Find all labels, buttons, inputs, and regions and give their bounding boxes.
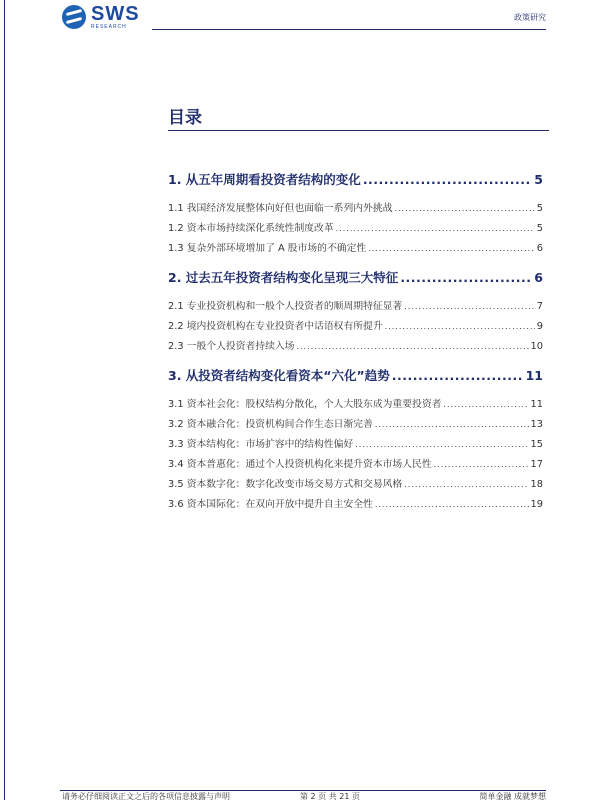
toc-page-number: 11 (530, 399, 543, 410)
leader-dots (363, 172, 532, 187)
leader-dots (392, 368, 524, 383)
toc-item-label: 3.6 资本国际化：在双向开放中提升自主安全性 (168, 499, 373, 510)
leader-dots (355, 439, 528, 450)
toc-item-label: 3.1 资本社会化：股权结构分散化，个人大股东成为重要投资者 (168, 399, 442, 410)
leader-dots (385, 321, 535, 332)
toc-item-3-5[interactable] (168, 476, 543, 490)
leader-dots (296, 341, 528, 352)
toc-item-label: 1.3 复杂外部环境增加了 A 股市场的不确定性 (168, 243, 367, 254)
leader-dots (394, 203, 534, 214)
toc-page-number: 6 (536, 243, 543, 254)
toc-page-number: 11 (525, 368, 543, 383)
leader-dots (443, 399, 528, 410)
toc-item-3-1[interactable] (168, 396, 543, 410)
toc-page-number: 18 (530, 479, 543, 490)
leader-dots (400, 270, 532, 285)
leader-dots (336, 223, 535, 234)
toc-item-label: 3.3 资本结构化：市场扩容中的结构性偏好 (168, 439, 354, 450)
toc-page-number: 13 (530, 419, 543, 430)
leader-dots (434, 459, 529, 470)
footer-page-info: 第 2 页 共 21 页 (300, 792, 360, 801)
toc-section-label: 3. 从投资者结构变化看资本“六化”趋势 (168, 368, 390, 383)
table-of-contents (168, 170, 543, 516)
toc-item-2-3[interactable] (168, 338, 543, 352)
sws-logo (62, 4, 140, 30)
toc-item-3-3[interactable] (168, 436, 543, 450)
logo-wordmark: SWS (91, 3, 140, 25)
toc-item-3-2[interactable] (168, 416, 543, 430)
leader-dots (375, 499, 529, 510)
toc-section-2[interactable] (168, 268, 543, 286)
toc-item-3-6[interactable] (168, 496, 543, 510)
toc-section-label: 1. 从五年周期看投资者结构的变化 (168, 172, 361, 187)
toc-section-1[interactable] (168, 170, 543, 188)
toc-section-3[interactable] (168, 366, 543, 384)
toc-page-number: 9 (536, 321, 543, 332)
toc-item-label: 3.4 资本普惠化：通过个人投资机构化来提升资本市场人民性 (168, 459, 432, 470)
toc-page-number: 7 (536, 301, 543, 312)
toc-item-label: 1.2 资本市场持续深化系统性制度改革 (168, 223, 334, 234)
toc-page-number: 5 (536, 223, 543, 234)
toc-item-label: 2.3 一般个人投资者持续入场 (168, 341, 295, 352)
toc-item-label: 3.2 资本融合化：投资机构间合作生态日渐完善 (168, 419, 373, 430)
toc-item-label: 2.2 境内投资机构在专业投资者中话语权有所提升 (168, 321, 383, 332)
toc-page-number: 5 (536, 203, 543, 214)
toc-title: 目录 (168, 108, 202, 128)
toc-page-number: 19 (530, 499, 543, 510)
toc-page-number: 17 (530, 459, 543, 470)
toc-item-2-1[interactable] (168, 298, 543, 312)
leader-dots (404, 301, 535, 312)
toc-page-number: 5 (534, 172, 543, 187)
sws-logo-icon (62, 5, 86, 29)
toc-item-3-4[interactable] (168, 456, 543, 470)
toc-item-1-2[interactable] (168, 220, 543, 234)
footer-org: 简单金融 成就梦想 (479, 792, 546, 801)
report-type-tag: 政策研究 (514, 13, 546, 22)
toc-item-label: 2.1 专业投资机构和一般个人投资者的顺周期特征显著 (168, 301, 403, 312)
toc-item-1-3[interactable] (168, 240, 543, 254)
leader-dots (375, 419, 529, 430)
left-margin-rule (4, 0, 5, 800)
footer-disclaimer: 请务必仔细阅读正文之后的各项信息披露与声明 (62, 792, 230, 801)
toc-title-rule (168, 130, 549, 131)
toc-item-label: 1.1 我国经济发展整体向好但也面临一系列内外挑战 (168, 203, 393, 214)
header-rule (152, 29, 546, 30)
toc-section-label: 2. 过去五年投资者结构变化呈现三大特征 (168, 270, 399, 285)
toc-page-number: 15 (530, 439, 543, 450)
toc-page-number: 6 (534, 270, 543, 285)
leader-dots (404, 479, 528, 490)
toc-item-2-2[interactable] (168, 318, 543, 332)
logo-subtext: RESEARCH (91, 24, 127, 30)
leader-dots (368, 243, 535, 254)
toc-page-number: 10 (530, 341, 543, 352)
toc-item-label: 3.5 资本数字化：数字化改变市场交易方式和交易风格 (168, 479, 403, 490)
toc-item-1-1[interactable] (168, 200, 543, 214)
